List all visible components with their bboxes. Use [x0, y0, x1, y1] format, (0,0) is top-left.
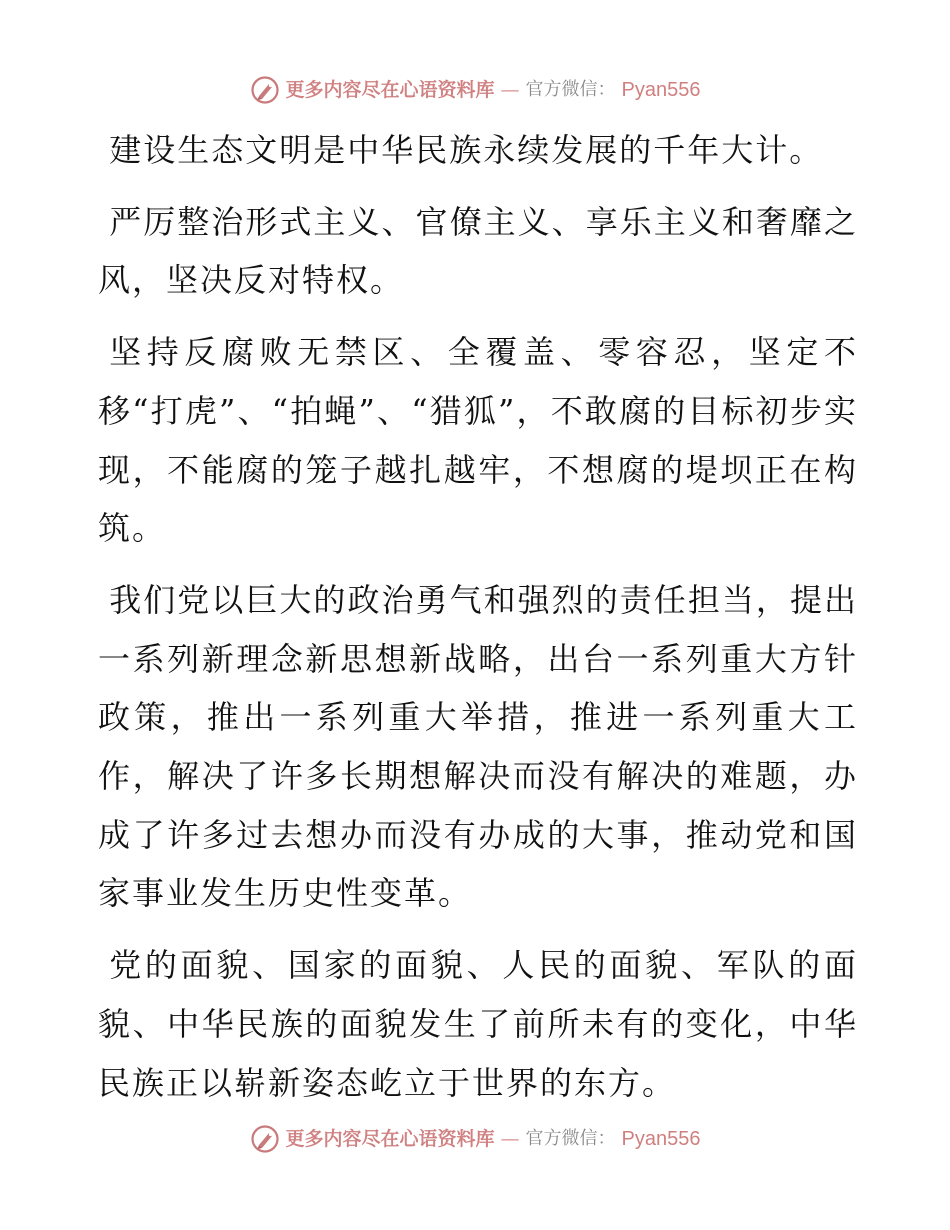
watermark-handle: Pyan556	[621, 79, 701, 101]
watermark-brand: 更多内容尽在心语资料库	[285, 1128, 495, 1150]
paragraph: 建设生态文明是中华民族永续发展的千年大计。	[109, 131, 824, 169]
watermark-label: 官方微信：	[525, 79, 616, 100]
paragraph: 严厉整治形式主义、官僚主义、享乐主义和奢靡之风，坚决反对特权。	[98, 202, 858, 300]
watermark-label: 官方微信：	[525, 1128, 616, 1149]
footer-watermark	[0, 1119, 950, 1159]
watermark-separator: —	[500, 79, 520, 101]
paragraph: 我们党以巨大的政治勇气和强烈的责任担当，提出一系列新理念新思想新战略，出台一系列重大方针政策，推出一系列重大举措，推进一系列重大工作，解决了许多长期想解决而没有解决的难题，办成了许多过去想办而没有办成的大事，推动党和国家事业发生历史性变革。	[98, 580, 858, 913]
watermark-separator: —	[500, 1128, 520, 1150]
paragraph: 党的面貌、国家的面貌、人民的面貌、军队的面貌、中华民族的面貌发生了前所未有的变化，中华民族正以崭新姿态屹立于世界的东方。	[98, 946, 858, 1102]
pen-circle-logo-icon	[250, 1124, 280, 1154]
paragraph: 坚持反腐败无禁区、全覆盖、零容忍，坚定不移“打虎”、“拍蝇”、“猎狐”，不敢腐的目标初步实现，不能腐的笼子越扎越牢，不想腐的堤坝正在构筑。	[98, 333, 858, 548]
header-watermark	[0, 70, 950, 110]
watermark-handle: Pyan556	[621, 1128, 701, 1150]
watermark-brand: 更多内容尽在心语资料库	[285, 79, 495, 101]
pen-circle-logo-icon	[250, 75, 280, 105]
document-body	[98, 121, 858, 1112]
